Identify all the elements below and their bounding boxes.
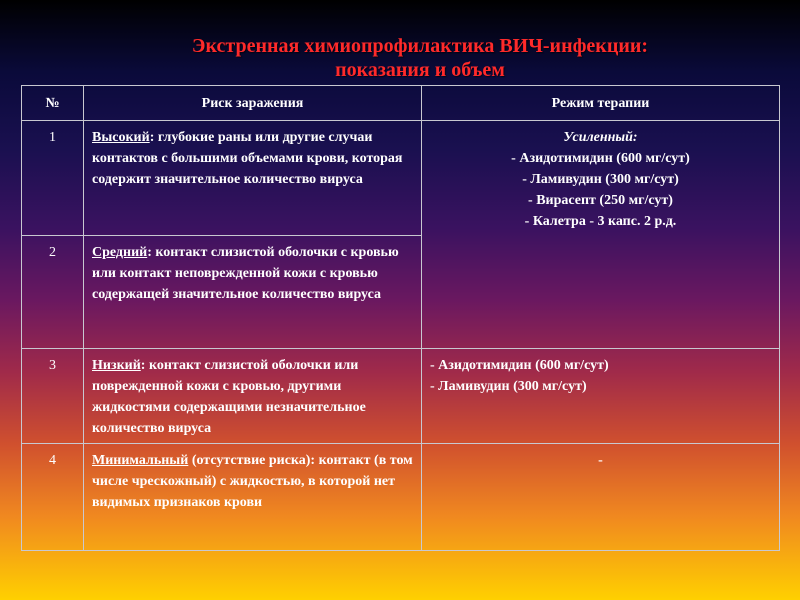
row-number: 4 [22, 444, 84, 551]
table-row [22, 121, 780, 236]
risk-level-label: Минимальный [92, 453, 189, 468]
therapy-line: - Ламивудин (300 мг/сут) [522, 172, 679, 187]
header-risk: Риск заражения [84, 86, 422, 121]
therapy-standard [422, 349, 780, 444]
table-row [22, 349, 780, 444]
therapy-line: - Азидотимидин (600 мг/сут) [430, 358, 609, 373]
header-therapy: Режим терапии [422, 86, 780, 121]
risk-level-label: Средний [92, 245, 148, 260]
risk-text: : контакт слизистой оболочки или поврежденной кожи с кровью, другими жидкостями содержащими незначительное количество вируса [92, 358, 366, 436]
risk-description [84, 121, 422, 236]
slide-title-line-1: Экстренная химиопрофилактика ВИЧ-инфекции: [191, 35, 649, 57]
prophylaxis-table [21, 85, 780, 551]
risk-description [84, 444, 422, 551]
therapy-line: - Вирасепт (250 мг/сут) [528, 193, 673, 208]
row-number: 2 [22, 236, 84, 349]
therapy-line: - Калетра - 3 капс. 2 р.д. [524, 214, 677, 229]
therapy-line: - Ламивудин (300 мг/сут) [430, 379, 587, 394]
slide-title-line-2: показания и объем [335, 59, 505, 81]
risk-level-label: Высокий [92, 130, 150, 145]
therapy-none: - [422, 444, 780, 551]
slide-title [0, 34, 800, 82]
therapy-enhanced-heading: Усиленный: [563, 130, 638, 145]
risk-description [84, 349, 422, 444]
header-number: № [22, 86, 84, 121]
risk-level-label: Низкий [92, 358, 141, 373]
risk-description [84, 236, 422, 349]
risk-text: (отсутствие риска): контакт (в том числе чрескожный) с жидкостью, в которой нет видимых признаков крови [92, 453, 413, 510]
therapy-line: - Азидотимидин (600 мг/сут) [511, 151, 690, 166]
row-number: 1 [22, 121, 84, 236]
therapy-enhanced [422, 121, 780, 349]
table-row [22, 444, 780, 551]
table-header-row [22, 86, 780, 121]
row-number: 3 [22, 349, 84, 444]
risk-text: : контакт слизистой оболочки с кровью или контакт неповрежденной кожи с кровью содержащей значительное количество вируса [92, 245, 399, 302]
risk-text: : глубокие раны или другие случаи контактов с большими объемами крови, которая содержит значительное количество вируса [92, 130, 403, 187]
